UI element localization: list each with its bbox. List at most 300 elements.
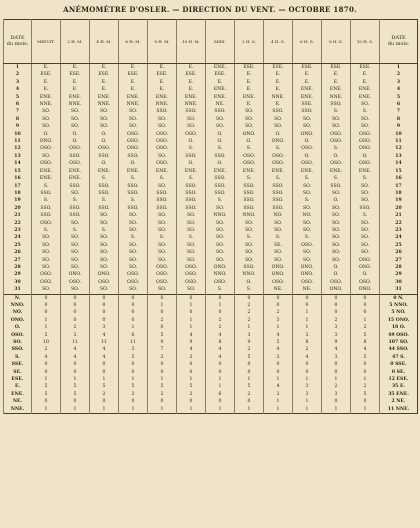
day-row-cell: ENE.	[206, 94, 235, 101]
direction-row	[4, 391, 418, 398]
day-row-cell: E.	[148, 79, 177, 86]
day-row-label: 12	[4, 145, 32, 152]
day-row-cell: OSO.	[351, 131, 380, 138]
direction-row-cell: 3	[61, 332, 90, 339]
day-row-cell: SO.	[32, 242, 61, 249]
day-row-cell: O.	[322, 197, 351, 204]
day-row-cell: E.	[32, 64, 61, 72]
day-row-cell: S.	[61, 227, 90, 234]
day-row-cell: ENE.	[32, 168, 61, 175]
direction-row-cell: 2	[148, 317, 177, 324]
day-row-cell: SO.	[351, 234, 380, 241]
direction-row-cell: 4	[206, 346, 235, 353]
direction-row-cell: 2	[322, 383, 351, 390]
day-row-cell: E.	[235, 71, 264, 78]
day-row-cell: S.	[177, 234, 206, 241]
day-row-cell: SO.	[322, 212, 351, 219]
day-row-label: 25	[4, 242, 32, 249]
direction-row-cell: 1	[206, 383, 235, 390]
day-row-cell: OSO.	[177, 271, 206, 278]
day-row-cell: NNE.	[32, 101, 61, 108]
day-row-cell: SO.	[235, 227, 264, 234]
direction-row-cell: 1	[206, 406, 235, 414]
direction-row-cell: 4	[293, 354, 322, 361]
direction-row	[4, 376, 418, 383]
day-row-cell: S.	[148, 234, 177, 241]
direction-row-cell: 2	[235, 309, 264, 316]
direction-row-cell: 0	[61, 398, 90, 405]
day-row-cell: O.	[264, 131, 293, 138]
day-row-cell: S.	[206, 145, 235, 152]
day-row-cell: ESE.	[264, 64, 293, 72]
day-row-cell: S.	[293, 175, 322, 182]
day-row-total: 15	[380, 168, 418, 175]
day-row-cell: SSO.	[119, 183, 148, 190]
day-row-cell: SO.	[293, 183, 322, 190]
direction-row-cell: 5	[119, 383, 148, 390]
day-row-cell: S.	[32, 197, 61, 204]
day-row-cell: O.	[90, 138, 119, 145]
day-row-total: 30	[380, 279, 418, 286]
day-row-cell: SO.	[32, 257, 61, 264]
day-row-cell: E.	[293, 71, 322, 78]
day-row-cell: ENE.	[177, 94, 206, 101]
day-row-cell: O.	[351, 271, 380, 278]
day-row-cell: OSO.	[90, 145, 119, 152]
day-row-label: 17	[4, 183, 32, 190]
direction-row-cell: 0	[90, 398, 119, 405]
day-row-cell: SSO.	[177, 183, 206, 190]
direction-row-label: E.	[4, 383, 32, 390]
day-row-cell: O.	[206, 138, 235, 145]
day-row-cell: S.	[293, 234, 322, 241]
direction-row-cell: 1	[61, 406, 90, 414]
direction-row	[4, 406, 418, 414]
day-row-cell: OSO.	[119, 138, 148, 145]
day-row-label: 26	[4, 249, 32, 256]
header-col-0: MINUIT.	[32, 20, 61, 64]
day-row-total: 20	[380, 205, 418, 212]
day-row-cell: ESE.	[90, 71, 119, 78]
day-row-cell: SO.	[61, 264, 90, 271]
day-row-cell: OSO.	[148, 138, 177, 145]
direction-row-cell: 1	[293, 324, 322, 331]
direction-row-cell: 2	[351, 324, 380, 331]
direction-row-total: 0 N.	[380, 294, 418, 302]
direction-row-cell: 5	[264, 339, 293, 346]
day-row-cell: SO.	[264, 249, 293, 256]
day-row-cell: SO.	[293, 249, 322, 256]
direction-row-cell: 5	[32, 332, 61, 339]
day-row-cell: SO.	[206, 242, 235, 249]
direction-row-label: ONO.	[4, 317, 32, 324]
day-row-cell: SSO.	[235, 205, 264, 212]
direction-row-cell: 0	[322, 361, 351, 368]
day-row-cell: O.	[322, 153, 351, 160]
header-col-10: 8 H. S.	[322, 20, 351, 64]
direction-row-cell: 4	[264, 383, 293, 390]
day-row	[4, 94, 418, 101]
day-row-cell: SSO.	[206, 190, 235, 197]
direction-row-cell: 4	[177, 346, 206, 353]
day-row-cell: E.	[264, 71, 293, 78]
day-row-cell: SSO.	[90, 190, 119, 197]
direction-row-cell: 0	[61, 294, 90, 302]
day-row-cell: SO.	[293, 220, 322, 227]
day-row-cell: SO.	[61, 123, 90, 130]
direction-row-cell: 0	[351, 369, 380, 376]
day-row-cell: SO.	[322, 220, 351, 227]
day-row-cell: SSO.	[148, 190, 177, 197]
day-row-cell: ENE.	[322, 168, 351, 175]
day-row-total: 2	[380, 71, 418, 78]
day-row-cell: ENE.	[61, 168, 90, 175]
day-row-cell: E.	[206, 79, 235, 86]
direction-row-cell: 1	[32, 324, 61, 331]
day-row-cell: SSO.	[322, 101, 351, 108]
direction-row-label: ENE.	[4, 391, 32, 398]
direction-row-cell: 2	[322, 317, 351, 324]
day-row-cell: SO.	[177, 257, 206, 264]
direction-row-total: 107 SO.	[380, 339, 418, 346]
day-row-cell: SO.	[90, 212, 119, 219]
day-row-cell: O.	[61, 138, 90, 145]
direction-row	[4, 332, 418, 339]
day-row-cell: OSO.	[322, 279, 351, 286]
direction-row-cell: 0	[351, 361, 380, 368]
day-row-total: 21	[380, 212, 418, 219]
day-row-label: 28	[4, 264, 32, 271]
direction-row-total: 11 NNE.	[380, 406, 418, 414]
day-row	[4, 220, 418, 227]
day-row-cell: SSO.	[90, 183, 119, 190]
day-row-cell: S.	[119, 197, 148, 204]
day-row-total: 24	[380, 234, 418, 241]
day-row-cell: SO.	[206, 257, 235, 264]
day-row-cell: S.	[264, 175, 293, 182]
day-row	[4, 257, 418, 264]
day-row-total: 14	[380, 160, 418, 167]
day-row-cell: E.	[119, 64, 148, 72]
day-row-cell: OSO.	[351, 279, 380, 286]
day-row-cell: ENE.	[119, 94, 148, 101]
day-row-cell: ONO.	[293, 264, 322, 271]
day-row-cell: SO.	[264, 227, 293, 234]
day-row-cell: ESE.	[293, 64, 322, 72]
day-row-total: 17	[380, 183, 418, 190]
day-row-cell: OSO.	[293, 160, 322, 167]
day-row-cell: E.	[264, 79, 293, 86]
day-row-cell: ENE.	[32, 94, 61, 101]
day-row-cell: ONO.	[293, 271, 322, 278]
day-row-cell: SO.	[293, 190, 322, 197]
day-row-cell: SO.	[119, 116, 148, 123]
direction-row-cell: 4	[206, 354, 235, 361]
direction-row-cell: 4	[32, 354, 61, 361]
day-row-cell: ENE.	[206, 86, 235, 93]
day-row-cell: SSO.	[148, 205, 177, 212]
day-row-cell: SO.	[61, 257, 90, 264]
day-row-cell: SO.	[322, 257, 351, 264]
day-row-cell: E.	[293, 79, 322, 86]
day-row-cell: SSO.	[322, 183, 351, 190]
direction-row-cell: 0	[322, 398, 351, 405]
direction-row-cell: 0	[32, 302, 61, 309]
day-row-cell: S.	[264, 234, 293, 241]
direction-row-cell: 1	[235, 324, 264, 331]
day-row-label: 10	[4, 131, 32, 138]
day-row-cell: OSO.	[148, 131, 177, 138]
day-row-cell: S.	[90, 175, 119, 182]
direction-row-cell: 4	[61, 354, 90, 361]
direction-row	[4, 346, 418, 353]
header-col-4: 8 H. M.	[148, 20, 177, 64]
direction-row-cell: 3	[90, 324, 119, 331]
day-row-cell: SO.	[177, 286, 206, 294]
day-row-cell: E.	[61, 79, 90, 86]
direction-row-cell: 1	[351, 376, 380, 383]
day-row-cell: OSO.	[177, 279, 206, 286]
day-row-cell: ENE.	[293, 94, 322, 101]
direction-row-cell: 1	[177, 324, 206, 331]
day-row-cell: ENE.	[235, 168, 264, 175]
day-row-cell: SSO.	[264, 205, 293, 212]
day-row-cell: ESE.	[322, 64, 351, 72]
day-row-cell: NNE.	[90, 101, 119, 108]
day-row-cell: ENE.	[351, 94, 380, 101]
direction-row-cell: 5	[61, 383, 90, 390]
direction-row-cell: 5	[351, 354, 380, 361]
day-row-label: 14	[4, 160, 32, 167]
day-row-cell: SO.	[119, 286, 148, 294]
direction-row-label: SSO.	[4, 346, 32, 353]
direction-row-cell: 3	[293, 383, 322, 390]
day-row-cell: NE.	[264, 286, 293, 294]
day-row-cell: OSO.	[148, 145, 177, 152]
direction-row-total: 12 ESE.	[380, 376, 418, 383]
direction-row-cell: 0	[32, 398, 61, 405]
day-row-label: 30	[4, 279, 32, 286]
direction-row-cell: 0	[322, 302, 351, 309]
day-row-cell: SO.	[119, 249, 148, 256]
day-row-cell: SO.	[90, 257, 119, 264]
day-row	[4, 160, 418, 167]
day-row-cell: SSO.	[206, 175, 235, 182]
direction-row-cell: 0	[206, 294, 235, 302]
day-row-cell: OSO.	[32, 160, 61, 167]
direction-row-total: 5 NO.	[380, 309, 418, 316]
direction-row-cell: 1	[32, 317, 61, 324]
direction-row-cell: 1	[32, 406, 61, 414]
day-row-cell: E.	[264, 86, 293, 93]
direction-row-cell: 3	[293, 391, 322, 398]
day-row-cell: SSO.	[148, 197, 177, 204]
day-row-label: 13	[4, 153, 32, 160]
day-row-cell: SO.	[148, 153, 177, 160]
day-row-cell: O.	[177, 138, 206, 145]
direction-row-cell: 1	[322, 406, 351, 414]
direction-row-cell: 3	[293, 332, 322, 339]
day-row-cell: SO.	[148, 212, 177, 219]
day-row-label: 11	[4, 138, 32, 145]
day-row-label: 6	[4, 101, 32, 108]
day-row-cell: SO.	[119, 257, 148, 264]
direction-row-cell: 2	[351, 383, 380, 390]
day-row-cell: SO.	[264, 123, 293, 130]
day-row-cell: E.	[90, 86, 119, 93]
header-col-8: 4 H. S.	[264, 20, 293, 64]
day-row-cell: E.	[264, 101, 293, 108]
direction-row-cell: 0	[32, 369, 61, 376]
direction-row-cell: 0	[235, 398, 264, 405]
day-row-total: 12	[380, 145, 418, 152]
day-row-cell: OSO.	[177, 264, 206, 271]
header-col-6: MIDI.	[206, 20, 235, 64]
direction-row-cell: 2	[177, 391, 206, 398]
day-row	[4, 271, 418, 278]
day-row-cell: OSO.	[32, 279, 61, 286]
day-row-cell: ENE.	[351, 86, 380, 93]
direction-row-cell: 0	[148, 369, 177, 376]
direction-row-cell: 9	[148, 339, 177, 346]
day-row-cell: O.	[32, 131, 61, 138]
day-row-cell: E.	[235, 86, 264, 93]
day-row-cell: S.	[177, 145, 206, 152]
day-row-cell: ENE.	[206, 168, 235, 175]
day-row-cell: O.	[293, 138, 322, 145]
day-row-cell: S.	[119, 234, 148, 241]
direction-row-cell: 0	[148, 398, 177, 405]
day-row-cell: SO.	[148, 116, 177, 123]
day-row-cell: SO.	[264, 116, 293, 123]
day-row-cell: OSO.	[32, 145, 61, 152]
direction-row-cell: 2	[235, 317, 264, 324]
direction-row-cell: 0	[61, 309, 90, 316]
direction-row-cell: 3	[177, 354, 206, 361]
direction-row-cell: 0	[264, 302, 293, 309]
day-row-cell: E.	[322, 79, 351, 86]
day-row-cell: SSO.	[177, 153, 206, 160]
direction-row-cell: 5	[90, 383, 119, 390]
day-row-cell: E.	[322, 71, 351, 78]
direction-row-cell: 0	[206, 398, 235, 405]
direction-row-cell: 5	[235, 383, 264, 390]
day-row-cell: SSO.	[235, 264, 264, 271]
day-row-cell: O.	[177, 160, 206, 167]
day-row-cell: OSO.	[32, 220, 61, 227]
direction-row-cell: 4	[264, 332, 293, 339]
day-row-cell: OSO.	[351, 264, 380, 271]
direction-row-cell: 2	[32, 346, 61, 353]
day-row-cell: O.	[90, 160, 119, 167]
daily-observations	[4, 64, 418, 295]
direction-row-cell: 0	[264, 294, 293, 302]
day-row-cell: SO.	[32, 264, 61, 271]
day-row-cell: SSO.	[177, 197, 206, 204]
direction-row-cell: 0	[322, 309, 351, 316]
direction-row-cell: 8	[206, 339, 235, 346]
day-row-cell: NNE.	[61, 101, 90, 108]
day-row-cell: SSO.	[32, 190, 61, 197]
day-row-cell: SO.	[322, 242, 351, 249]
direction-row-label: ESE.	[4, 376, 32, 383]
day-row-cell: SSO.	[32, 205, 61, 212]
direction-row-cell: 0	[148, 361, 177, 368]
day-row-cell: NNO.	[206, 271, 235, 278]
direction-row-cell: 0	[322, 294, 351, 302]
day-row-cell: SO.	[61, 220, 90, 227]
day-row-cell: SSO.	[235, 197, 264, 204]
day-row-cell: E.	[61, 64, 90, 72]
day-row	[4, 190, 418, 197]
day-row-cell: E.	[235, 101, 264, 108]
day-row-cell: SO.	[322, 116, 351, 123]
day-row-cell: S.	[32, 227, 61, 234]
direction-row-label: NE.	[4, 398, 32, 405]
direction-row-total: 49 OSO.	[380, 332, 418, 339]
day-row	[4, 101, 418, 108]
day-row-cell: SO.	[235, 249, 264, 256]
day-row-cell: SSO.	[351, 205, 380, 212]
day-row-cell: NE.	[206, 101, 235, 108]
direction-row-cell: 4	[177, 332, 206, 339]
direction-row-cell: 8	[351, 339, 380, 346]
day-row-cell: ESE.	[119, 71, 148, 78]
direction-row-total: 35 ENE.	[380, 391, 418, 398]
direction-row-cell: 3	[322, 324, 351, 331]
day-row-cell: S.	[351, 175, 380, 182]
day-row-cell: O.	[206, 131, 235, 138]
direction-row-cell: 0	[351, 302, 380, 309]
direction-row-cell: 1	[293, 398, 322, 405]
direction-row	[4, 317, 418, 324]
day-row-cell: ENE.	[235, 94, 264, 101]
day-row-cell: SO.	[293, 227, 322, 234]
day-row-total: 31	[380, 286, 418, 294]
day-row-cell: SSO.	[264, 183, 293, 190]
day-row-cell: SSO.	[177, 205, 206, 212]
direction-row-cell: 6	[206, 391, 235, 398]
day-row-cell: SO.	[148, 257, 177, 264]
direction-row-cell: 1	[90, 376, 119, 383]
day-row-cell: ENE.	[90, 94, 119, 101]
direction-row-cell: 0	[293, 294, 322, 302]
day-row-cell: ONO.	[235, 131, 264, 138]
direction-row	[4, 339, 418, 346]
direction-row-cell: 11	[90, 339, 119, 346]
day-row-cell: SSO.	[32, 212, 61, 219]
direction-row-cell: 1	[235, 406, 264, 414]
day-row-cell: SO.	[235, 116, 264, 123]
day-row-cell: ENE.	[293, 86, 322, 93]
direction-totals	[4, 294, 418, 414]
day-row-cell: SO.	[119, 123, 148, 130]
day-row-cell: O.	[119, 160, 148, 167]
direction-row-cell: 9	[322, 339, 351, 346]
day-row-cell: SSO.	[264, 108, 293, 115]
wind-direction-table	[3, 19, 418, 414]
day-row-cell: SO.	[206, 205, 235, 212]
day-row-label: 18	[4, 190, 32, 197]
day-row-cell: SO.	[148, 220, 177, 227]
day-row-cell: SSO.	[235, 183, 264, 190]
day-row-cell: ENE.	[177, 168, 206, 175]
direction-row-cell: 0	[148, 309, 177, 316]
day-row-cell: SSO.	[119, 153, 148, 160]
day-row-cell: SO.	[322, 205, 351, 212]
day-row-cell: SO.	[177, 242, 206, 249]
day-row-cell: SSO.	[61, 205, 90, 212]
